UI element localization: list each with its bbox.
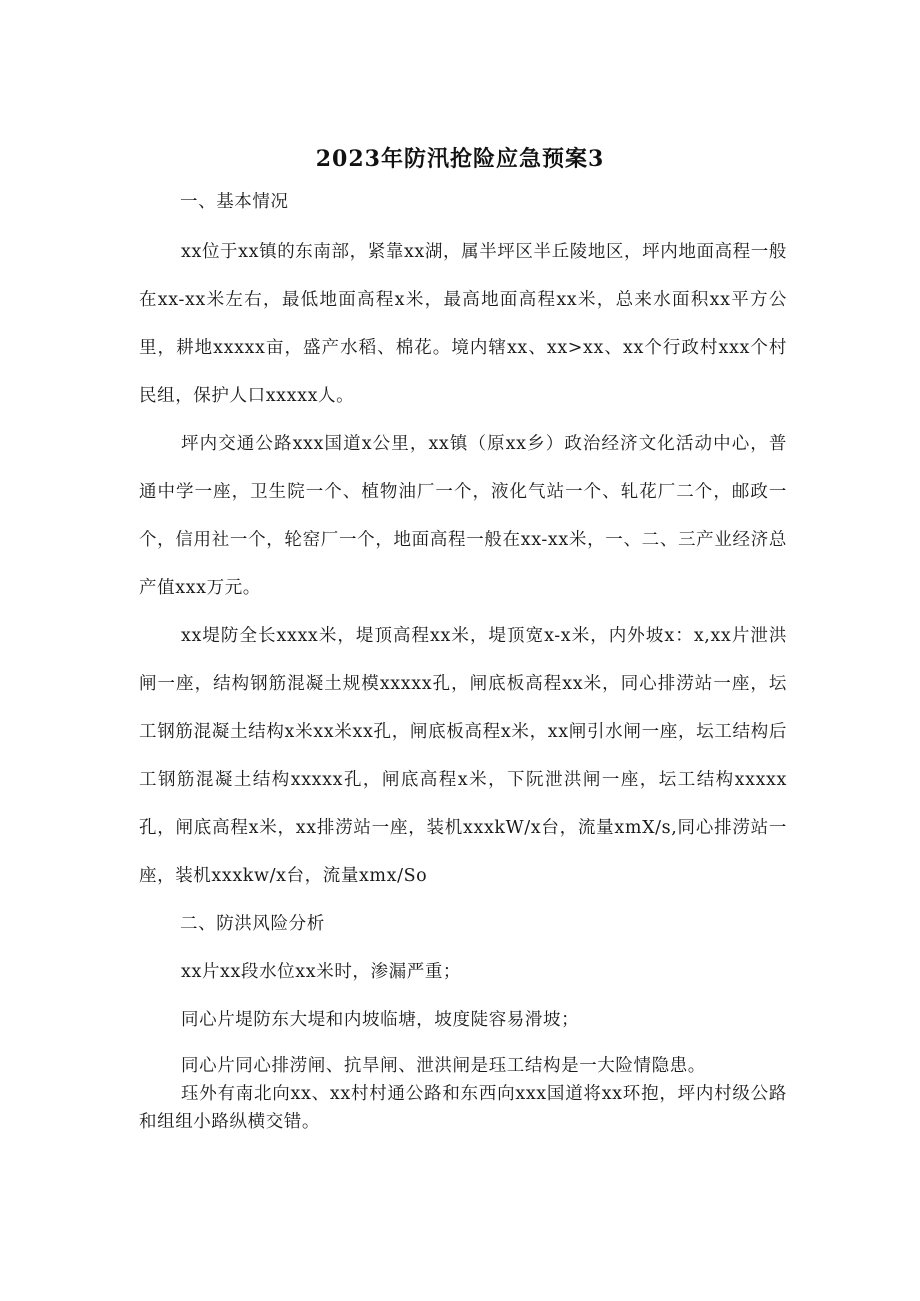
risk-item-landslide: 同心片堤防东大堤和内坡临塘，坡度陡容易滑坡； (181, 1010, 580, 1030)
risk-item-seepage: xx片xx段水位xx米时，渗漏严重； (181, 962, 462, 982)
section-heading-risk-analysis: 二、防洪风险分析 (180, 914, 325, 934)
risk-item-sluice: 同心片同心排涝闸、抗旱闸、泄洪闸是珏工结构是一大险情隐患。 (181, 1056, 706, 1076)
paragraph-infrastructure: 坪内交通公路xxx国道x公里，xx镇（原xx乡）政治经济文化活动中心，普通中学一座，卫生院一个、植物油厂一个，液化气站一个、轧花厂二个，邮政一个，信用社一个，轮窑厂一个，地面高程一般在xx-xx米，一、二、三产业经济总产值xxx万元。 (139, 434, 787, 598)
paragraph-location: xx位于xx镇的东南部，紧靠xx湖，属半坪区半丘陵地区，坪内地面高程一般在xx-xx米左右，最低地面高程x米，最高地面高程xx米，总来水面积xx平方公里，耕地xxxxx亩，盛产水稻、棉花。境内辖xx、xx>xx、xx个行政村xxx个村民组，保护人口xxxxx人。 (139, 242, 787, 406)
paragraph-roads: 珏外有南北向xx、xx村村通公路和东西向xxx国道将xx环抱，坪内村级公路和组组小路纵横交错。 (139, 1084, 787, 1132)
document-title: 2023年防汛抢险应急预案3 (315, 146, 605, 172)
section-heading-basic-info: 一、基本情况 (180, 192, 289, 212)
paragraph-embankment: xx堤防全长xxxx米，堤顶高程xx米，堤顶宽x-x米，内外坡x：x,xx片泄洪闸一座，结构钢筋混凝土规模xxxxx孔，闸底板高程xx米，同心排涝站一座，坛工钢筋混凝土结构x米xx米xx孔，闸底板高程x米，xx闸引水闸一座，坛工结构后工钢筋混凝土结构xxxxx孔，闸底高程x米，下阮泄洪闸一座，坛工结构xxxxx孔，闸底高程x米，xx排涝站一座，装机xxxkW/x台，流量xmX/s,同心排涝站一座，装机xxxkw/x台，流量xmx/So (139, 626, 787, 886)
